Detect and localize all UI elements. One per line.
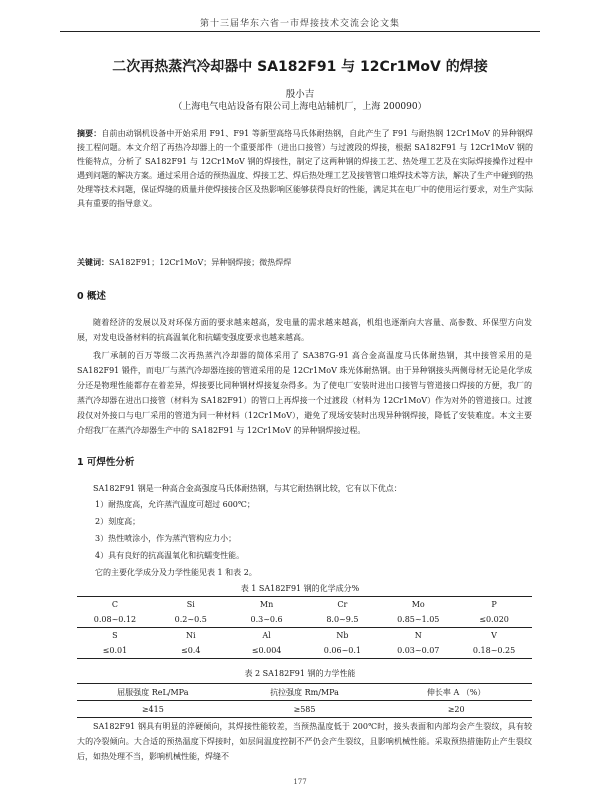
abstract-label: 摘要： [77,129,102,138]
table-row [77,597,532,613]
table-cell: ≤0.4 [153,643,229,659]
page-number: 177 [293,778,307,786]
keywords-text: SA182F91；12Cr1MoV；异种钢焊接；微热焊焊 [109,258,292,267]
table-cell: Ni [153,628,229,644]
table-cell: 0.06~0.1 [304,643,380,659]
header-rule [60,31,540,32]
table-cell: C [77,597,153,613]
table-cell: ≥415 [77,701,229,718]
paragraph-2: 我厂承制的百万等级二次再热蒸汽冷却器的简体采用了 SA387G-91 高合金高温度马氏体耐热钢，其中接管采用的是 SA182F91 锻件，而电厂与蒸汽冷却器连接的管道采用的是 12Cr1MoV 珠光体耐热钢。由于异种钢接头两侧母材无论是化学成分还是物理性能都存在着差异，焊接要比同种钢材焊接复杂得多。为了使电厂安装时进出口接管与管道接口焊接的方便，我厂的蒸汽冷却器在进出口接管（材料为 SA182F91）的管口上再焊接一个过渡段（材料为 12Cr1MoV）作为对外的管道接口。过渡段仅对外接口与电厂采用的管道为同一种材料（12Cr1MoV），避免了现场安装时出现异种钢焊接，降低了安装难度。本文主要介绍我厂在蒸汽冷却器生产中的 SA182F91 与 12Cr1MoV 的异种钢焊接过程。 [77,351,532,435]
author: 殷小吉 [285,89,315,100]
affiliation: （上海电气电站设备有限公司上海电站辅机厂，上海 200090） [173,102,427,112]
list-after-text: 它的主要化学成分及力学性能见表 1 和表 2。 [95,568,257,577]
table-cell: 0.08~0.12 [93,615,137,624]
table-cell: 0.2~0.5 [174,615,207,624]
table-cell: 0.3~0.6 [250,615,283,624]
table-row [77,612,532,628]
table1-caption: 表 1 SA182F91 钢的化学成分% [240,584,360,593]
table-header-cell: 抗拉强度 Rm/MPa [229,684,381,701]
abstract [77,127,533,211]
table-cell: 8.0~9.5 [326,615,359,624]
table-cell: ≥20 [380,701,532,718]
keywords [77,257,533,268]
table-cell: S [77,628,153,644]
running-header: 第十三届华东六省一市焊接技术交流会论文集 [199,19,400,29]
table-cell: Mo [380,597,456,613]
table-cell: 0.18~0.25 [456,643,532,659]
table-cell: N [380,628,456,644]
table-row [77,628,532,644]
table-cell: ≤0.004 [229,643,305,659]
list-item: 1）耐热度高，允许蒸汽温度可超过 600℃； [95,500,255,509]
section-heading-weldability: 1 可焊性分析 [77,457,135,468]
table-header-cell: 屈服强度 ReL/MPa [77,684,229,701]
paragraph-4: SA182F91 钢具有明显的淬硬倾向，其焊接性能较差，当预热温度低于 200℃时，接头表面和内部均会产生裂纹，具有较大的冷裂倾向。大合适的预热温度下焊接时，如层间温度控制不严仍会产生裂纹，且影响机械性能。采取预热措施防止产生裂纹后，如热处理不当，影响机械性能，焊缝不 [77,722,532,761]
table-header-cell: 伸长率 A （%） [380,684,532,701]
list-item: 3）热性喷涂小，作为蒸汽管构应力小； [95,534,237,543]
table-cell: ≥585 [229,701,381,718]
table-row [77,701,532,718]
table-cell: Si [153,597,229,613]
list-item: 2）刻度高； [95,517,141,526]
table2-mechanical-properties [77,683,532,718]
section-heading-overview: 0 概述 [77,291,106,302]
table-cell: Mn [229,597,305,613]
paragraph-3: SA182F91 钢是一种高合金高强度马氏体耐热钢，与其它耐热钢比较，它有以下优点： [93,484,402,493]
paragraph-1: 随着经济的发展以及对环保方面的要求越来越高，发电量的需求越来越高，机组也逐渐向大容量、高参数、环保型方向发展，对发电设备材料的抗高温氧化和抗蠕变强度要求也越来越高。 [77,318,532,342]
keywords-label: 关键词： [77,258,109,267]
table1-chemical-composition [77,596,532,659]
table-cell: ≤0.01 [77,643,153,659]
table-cell: V [456,628,532,644]
table-row [77,643,532,659]
table-cell: Nb [304,628,380,644]
list-item: 4）具有良好的抗高温氧化和抗蠕变性能。 [95,551,245,560]
table-row [77,684,532,701]
table-cell: P [456,597,532,613]
table-cell: Cr [304,597,380,613]
table-cell: Al [229,628,305,644]
table-cell: 0.03~0.07 [380,643,456,659]
table-cell: 0.85~1.05 [397,615,440,624]
abstract-text: 自前由动锅机设备中开始采用 F91、F91 等新型高络马氏体耐热钢，自此产生了 F91 与耐热钢 12Cr1MoV 的异种钢焊接工程问题。本文介绍了再热冷却器上的一个重要部件（进出口接管）与过渡段的焊接，根据 SA182F91 与 12Cr1MoV 钢的性能特点，分析了 SA182F91 与 12Cr1MoV 钢的焊接性，制定了这两种钢的焊接工艺、热处理工艺及在实际焊接操作过程中遇到问题的解决方案。通过采用合适的预热温度、焊接工艺、焊后热处理工艺及接管管口堆焊技术等方法，解决了生产中碰到的热处理等技术问题，保证焊缝的质量并使焊接接合区及热影响区能够获得良好的性能，满足其在电厂中的使用运行要求，对生产实际具有重要的指导意义。 [77,129,533,208]
paper-title: 二次再热蒸汽冷却器中 SA182F91 与 12Cr1MoV 的焊接 [112,59,488,75]
table2-caption: 表 2 SA182F91 钢的力学性能 [244,669,356,678]
table-cell: ≤0.020 [479,615,509,624]
